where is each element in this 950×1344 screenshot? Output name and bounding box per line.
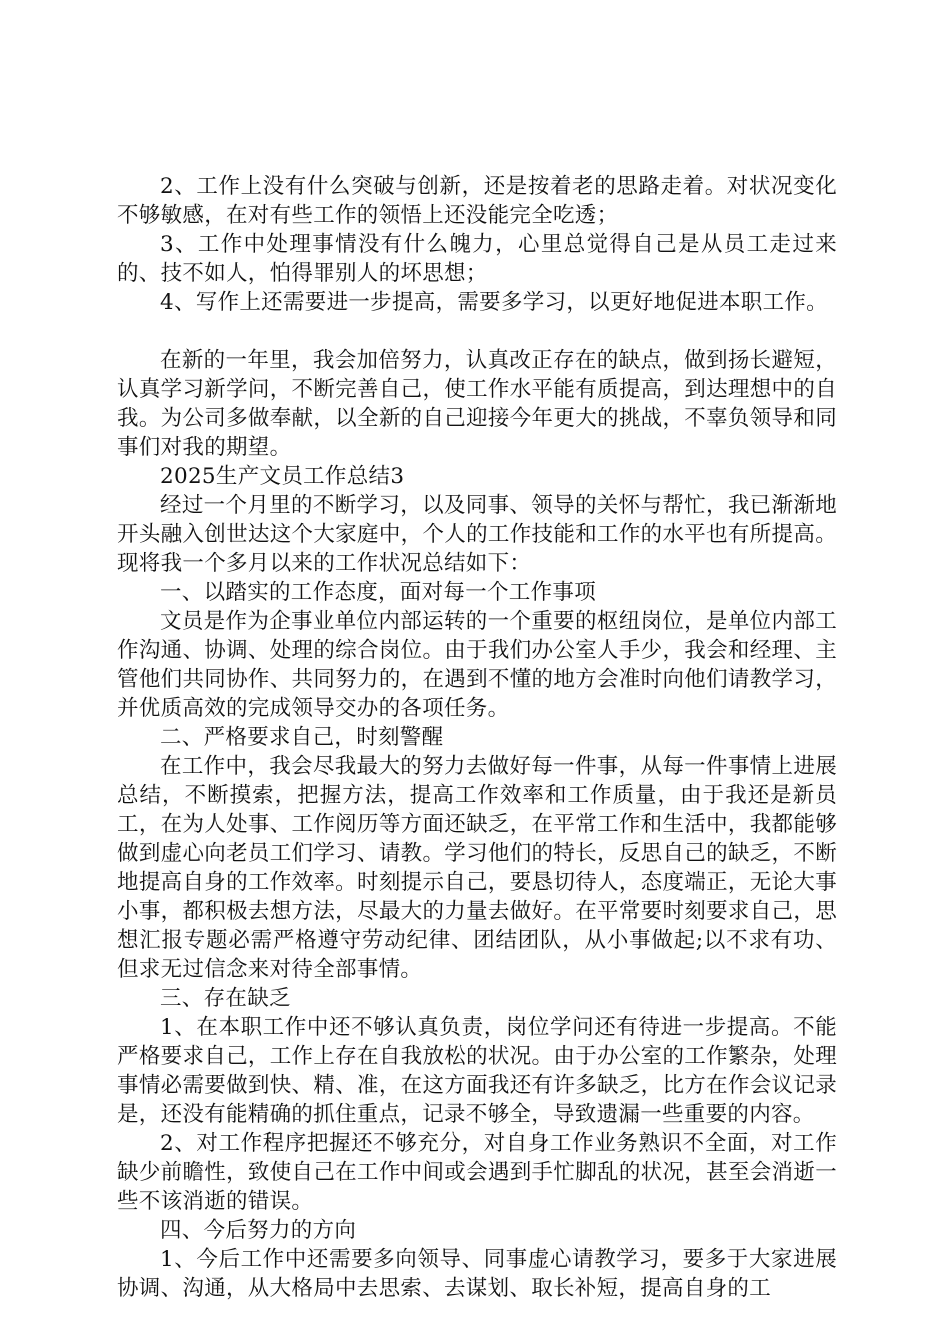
paragraph-new-year: 在新的一年里，我会加倍努力，认真改正存在的缺点，做到扬长避短，认真学习新学问，不断完善自己，使工作水平能有质提高，到达理想中的自我。为公司多做奉献，以全新的自己迎接今年更大的挑战，不辜负领导和同事们对我的期望。 [117,348,837,460]
section-title: 2025生产文员工作总结3 [160,464,405,489]
paragraph-attitude: 文员是作为企事业单位内部运转的一个重要的枢纽岗位，是单位内部工作沟通、协调、处理的综合岗位。由于我们办公室人手少，我会和经理、主管他们共同协作、共同努力的，在遇到不懂的地方会准时向他们请教学习，并优质高效的完成领导交办的各项任务。 [117,609,837,721]
paragraph-weakness-2: 2、工作上没有什么突破与创新，还是按着老的思路走着。对状况变化不够敏感，在对有些工作的领悟上还没能完全吃透； [117,174,837,228]
paragraph-intro: 经过一个月里的不断学习，以及同事、领导的关怀与帮忙，我已渐渐地开头融入创世达这个大家庭中，个人的工作技能和工作的水平也有所提高。现将我一个多月以来的工作状况总结如下： [117,493,837,576]
paragraph-weakness-3: 3、工作中处理事情没有什么魄力，心里总觉得自己是从员工走过来的、技不如人，怕得罪别人的坏思想； [117,232,837,286]
heading-shortcomings: 三、存在缺乏 [160,986,291,1011]
paragraph-future-1: 1、今后工作中还需要多向领导、同事虚心请教学习，要多于大家进展协调、沟通，从大格局中去思索、去谋划、取长补短，提高自身的工 [117,1247,837,1301]
paragraph-spacer [117,317,837,346]
paragraph-weakness-4: 4、写作上还需要进一步提高，需要多学习，以更好地促进本职工作。 [160,290,828,315]
paragraph-shortcoming-2: 2、对工作程序把握还不够充分，对自身工作业务熟识不全面，对工作缺少前瞻性，致使自己在工作中间或会遇到手忙脚乱的状况，甚至会消逝一些不该消逝的错误。 [117,1131,837,1214]
heading-future-direction: 四、今后努力的方向 [160,1218,357,1243]
paragraph-strict: 在工作中，我会尽我最大的努力去做好每一件事，从每一件事情上进展总结，不断摸索，把握方法，提高工作效率和工作质量，由于我还是新员工，在为人处事、工作阅历等方面还缺乏，在平常工作和生活中，我都能够做到虚心向老员工们学习、请教。学习他们的特长，反思自己的缺乏，不断地提高自身的工作效率。时刻提示自己，要恳切待人，态度端正，无论大事小事，都积极去想方法，尽最大的力量去做好。在平常要时刻要求自己，思想汇报专题必需严格遵守劳动纪律、团结团队，从小事做起;以不求有功、但求无过信念来对待全部事情。 [117,754,837,982]
paragraph-shortcoming-1: 1、在本职工作中还不够认真负责，岗位学问还有待进一步提高。不能严格要求自己，工作上存在自我放松的状况。由于办公室的工作繁杂，处理事情必需要做到快、精、准，在这方面我还有许多缺乏，比方在作会议记录是，还没有能精确的抓住重点，记录不够全，导致遗漏一些重要的内容。 [117,1015,837,1127]
document-body [117,172,837,1303]
heading-strict: 二、严格要求自己，时刻警醒 [160,725,444,750]
heading-attitude: 一、以踏实的工作态度，面对每一个工作事项 [160,580,597,605]
